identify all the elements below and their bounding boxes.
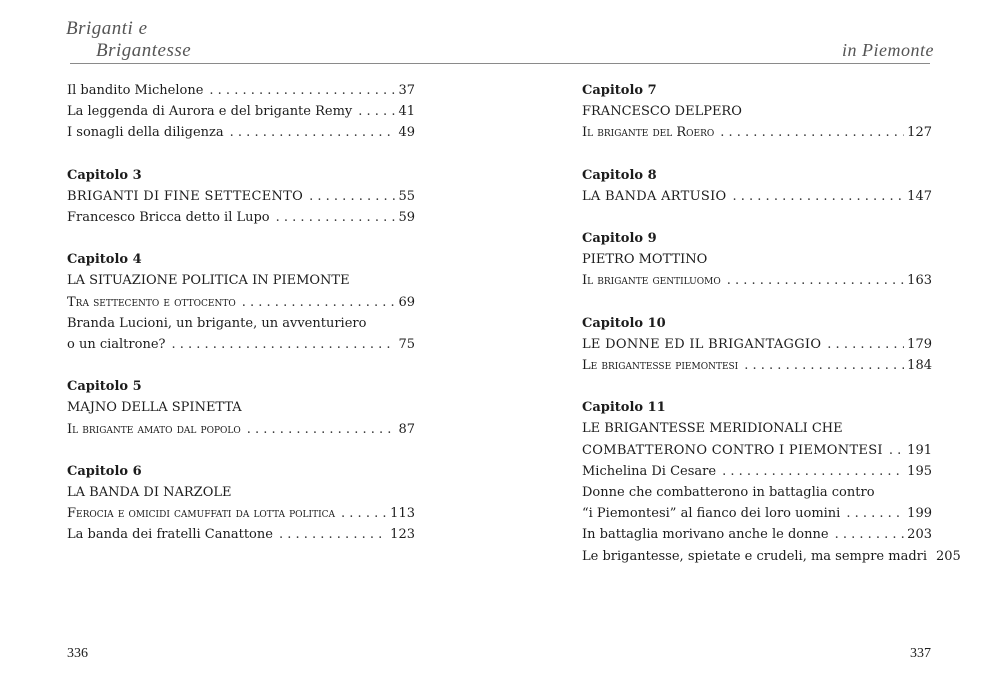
dot-leader (276, 207, 396, 228)
toc-entry (582, 461, 932, 482)
toc-entry-title: I sonagli della diligenza (67, 125, 224, 141)
toc-entry-page: 163 (907, 273, 932, 289)
toc-entry-title: Ferocia e omicidi camuffati da lotta politica (67, 506, 336, 522)
toc-entry-title: LA BANDA ARTUSIO (582, 188, 727, 204)
toc-entry-page: 179 (907, 336, 932, 352)
toc-entry-page: 199 (907, 506, 932, 522)
running-head-line-2: Brigantesse (96, 40, 192, 61)
toc-entry-page: 127 (907, 125, 932, 141)
chapter-label: Capitolo 3 (67, 167, 142, 183)
toc-entry (67, 80, 415, 101)
toc-entry (67, 292, 415, 313)
dot-leader (358, 101, 395, 122)
dot-leader (733, 186, 905, 207)
toc-entry-title-line: Donne che combatterono in battaglia contro (582, 485, 875, 501)
toc-entry-title: La banda dei fratelli Canattone (67, 527, 273, 543)
toc-entry-page: 55 (398, 188, 415, 204)
chapter-title-line: LE BRIGANTESSE MERIDIONALI CHE (582, 421, 843, 437)
toc-entry-title: Le brigantesse piemontesi (582, 358, 739, 374)
dot-leader (744, 355, 904, 376)
chapter-label: Capitolo 11 (582, 400, 666, 416)
toc-entry-page: 205 (936, 548, 961, 564)
dot-leader (279, 524, 387, 545)
toc-entry-page: 184 (907, 358, 932, 374)
dot-leader (720, 122, 904, 143)
toc-column-left (67, 80, 415, 546)
toc-entry (582, 546, 961, 567)
toc-entry (582, 503, 932, 524)
toc-entry-title: Francesco Bricca detto il Lupo (67, 210, 270, 226)
toc-entry-title: In battaglia morivano anche le donne (582, 527, 829, 543)
toc-entry (67, 186, 415, 207)
dot-leader (827, 334, 904, 355)
toc-entry (582, 122, 932, 143)
toc-entry (582, 524, 932, 545)
toc-entry-title-line: Branda Lucioni, un brigante, un avventuriero (67, 315, 367, 331)
running-head-line-1: Briganti e (66, 18, 148, 39)
toc-entry-title: LE DONNE ED IL BRIGANTAGGIO (582, 336, 822, 352)
toc-entry-page: 147 (907, 188, 932, 204)
toc-entry-page: 123 (390, 527, 415, 543)
toc-column-right (582, 80, 961, 567)
toc-entry-title: “i Piemontesi” al fianco dei loro uomini (582, 506, 841, 522)
dot-leader (727, 270, 904, 291)
toc-entry (67, 122, 415, 143)
toc-entry (582, 440, 932, 461)
chapter-title: LA BANDA DI NARZOLE (67, 485, 232, 501)
chapter-label: Capitolo 10 (582, 315, 666, 331)
toc-entry-page: 203 (907, 527, 932, 543)
toc-entry (582, 334, 932, 355)
toc-entry-page: 37 (398, 83, 415, 98)
dot-leader (209, 80, 395, 101)
chapter-label: Capitolo 7 (582, 83, 657, 98)
toc-entry-title: La leggenda di Aurora e del brigante Remy (67, 104, 353, 120)
dot-leader (722, 461, 904, 482)
toc-entry (67, 524, 415, 545)
dot-leader (309, 186, 395, 207)
toc-entry-title: Le brigantesse, spietate e crudeli, ma sempre madri (582, 548, 928, 564)
toc-entry-page: 59 (398, 210, 415, 226)
toc-entry (67, 503, 415, 524)
toc-entry (582, 270, 932, 291)
toc-entry-page: 49 (398, 125, 415, 141)
chapter-title: FRANCESCO DELPERO (582, 104, 742, 120)
toc-entry-page: 75 (398, 337, 415, 353)
toc-entry-title: Michelina Di Cesare (582, 463, 717, 479)
toc-entry-title: COMBATTERONO CONTRO I PIEMONTESI (582, 442, 883, 458)
toc-entry-page: 191 (907, 442, 932, 458)
chapter-title: MAJNO DELLA SPINETTA (67, 400, 242, 416)
dot-leader (889, 440, 904, 461)
toc-entry-title: o un cialtrone? (67, 337, 166, 353)
dot-leader (242, 292, 396, 313)
toc-entry (582, 186, 932, 207)
dot-leader (341, 503, 387, 524)
dot-leader (230, 122, 396, 143)
toc-entry (67, 419, 415, 440)
toc-entry-title: Il brigante gentiluomo (582, 273, 721, 289)
toc-entry-title: Il brigante amato dal popolo (67, 421, 241, 437)
running-head-right: in Piemonte (842, 40, 934, 60)
chapter-label: Capitolo 6 (67, 463, 142, 479)
toc-entry-title: Il bandito Michelone (67, 83, 204, 98)
toc-entry-title: Il brigante del Roero (582, 125, 715, 141)
toc-entry-page: 41 (398, 104, 415, 120)
toc-entry (67, 334, 415, 355)
chapter-title: PIETRO MOTTINO (582, 252, 708, 268)
page-number-right: 337 (910, 646, 931, 661)
toc-entry (582, 355, 932, 376)
toc-entry-page: 69 (398, 294, 415, 310)
toc-entry-page: 195 (907, 463, 932, 479)
chapter-label: Capitolo 8 (582, 167, 657, 183)
toc-entry-title: BRIGANTI DI FINE SETTECENTO (67, 188, 304, 204)
dot-leader (247, 419, 396, 440)
dot-leader (846, 503, 904, 524)
toc-entry (67, 207, 415, 228)
dot-leader (835, 524, 905, 545)
toc-entry-page: 113 (390, 506, 415, 522)
dot-leader (171, 334, 395, 355)
chapter-label: Capitolo 9 (582, 231, 657, 247)
toc-entry-page: 87 (398, 421, 415, 437)
chapter-label: Capitolo 4 (67, 252, 142, 268)
toc-entry (67, 101, 415, 122)
header-rule (70, 63, 930, 64)
chapter-title: LA SITUAZIONE POLITICA IN PIEMONTE (67, 273, 350, 289)
toc-entry-title: Tra settecento e ottocento (67, 294, 236, 310)
page-number-left: 336 (67, 646, 88, 661)
chapter-label: Capitolo 5 (67, 379, 142, 395)
